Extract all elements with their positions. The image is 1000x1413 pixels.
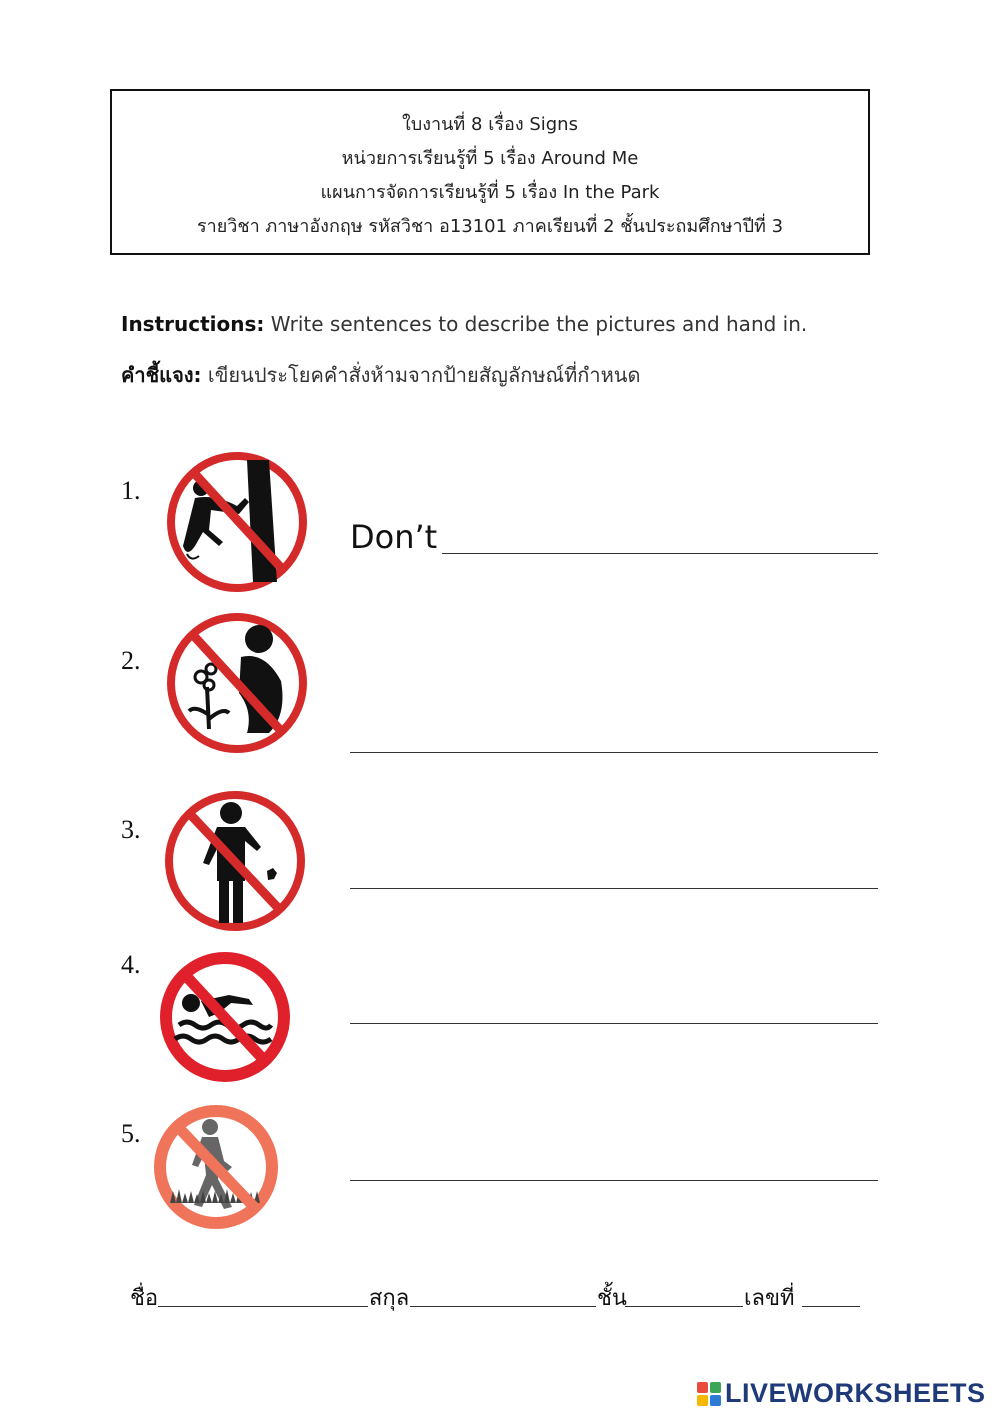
item-number-2: 2.	[121, 646, 141, 675]
answer-line-2[interactable]	[350, 752, 878, 753]
student-number-label: เลขที่	[744, 1286, 795, 1311]
answer-line-1[interactable]	[442, 553, 878, 554]
instructions-th-text: เขียนประโยคคำสั่งห้ามจากป้ายสัญลักษณ์ที่กำหนด	[201, 363, 641, 387]
answer-line-3[interactable]	[350, 888, 878, 889]
instructions-th-label: คำชี้แจง:	[121, 363, 202, 387]
brand-name: LIVEWORKSHEETS	[725, 1378, 986, 1408]
unit-title: หน่วยการเรียนรู้ที่ 5 เรื่อง Around Me	[341, 148, 639, 169]
no-picking-flowers-icon	[165, 611, 309, 755]
item-number-4: 4.	[121, 950, 141, 979]
instructions-en-label: Instructions:	[121, 312, 265, 336]
instructions-th	[121, 359, 640, 391]
no-walking-on-grass-icon	[152, 1103, 280, 1231]
class-label: ชั้น	[597, 1286, 627, 1311]
item-number-1: 1.	[121, 476, 141, 505]
no-climbing-trees-icon	[165, 450, 309, 594]
instructions-en	[121, 312, 807, 336]
answer-line-5[interactable]	[350, 1180, 878, 1181]
answer-line-4[interactable]	[350, 1023, 878, 1024]
surname-field[interactable]	[410, 1306, 596, 1307]
item-number-3: 3.	[121, 815, 141, 844]
name-label: ชื่อ	[130, 1286, 159, 1311]
no-littering-icon	[163, 789, 307, 933]
dont-prefix: Don’t	[350, 518, 438, 556]
item-number-5: 5.	[121, 1119, 141, 1148]
liveworksheets-blocks-icon	[697, 1382, 721, 1406]
class-field[interactable]	[625, 1306, 743, 1307]
student-number-field[interactable]	[802, 1306, 860, 1307]
lesson-plan-title: แผนการจัดการเรียนรู้ที่ 5 เรื่อง In the Park	[320, 182, 660, 203]
instructions-en-text: Write sentences to describe the pictures and hand in.	[264, 312, 808, 336]
course-info: รายวิชา ภาษาอังกฤษ รหัสวิชา อ13101 ภาคเรียนที่ 2 ชั้นประถมศึกษาปีที่ 3	[196, 216, 784, 237]
worksheet-title: ใบงานที่ 8 เรื่อง Signs	[402, 114, 578, 135]
title-box	[110, 89, 870, 255]
name-field[interactable]	[158, 1306, 368, 1307]
liveworksheets-logo	[697, 1378, 986, 1409]
surname-label: สกุล	[369, 1286, 410, 1311]
no-swimming-icon	[159, 951, 291, 1083]
